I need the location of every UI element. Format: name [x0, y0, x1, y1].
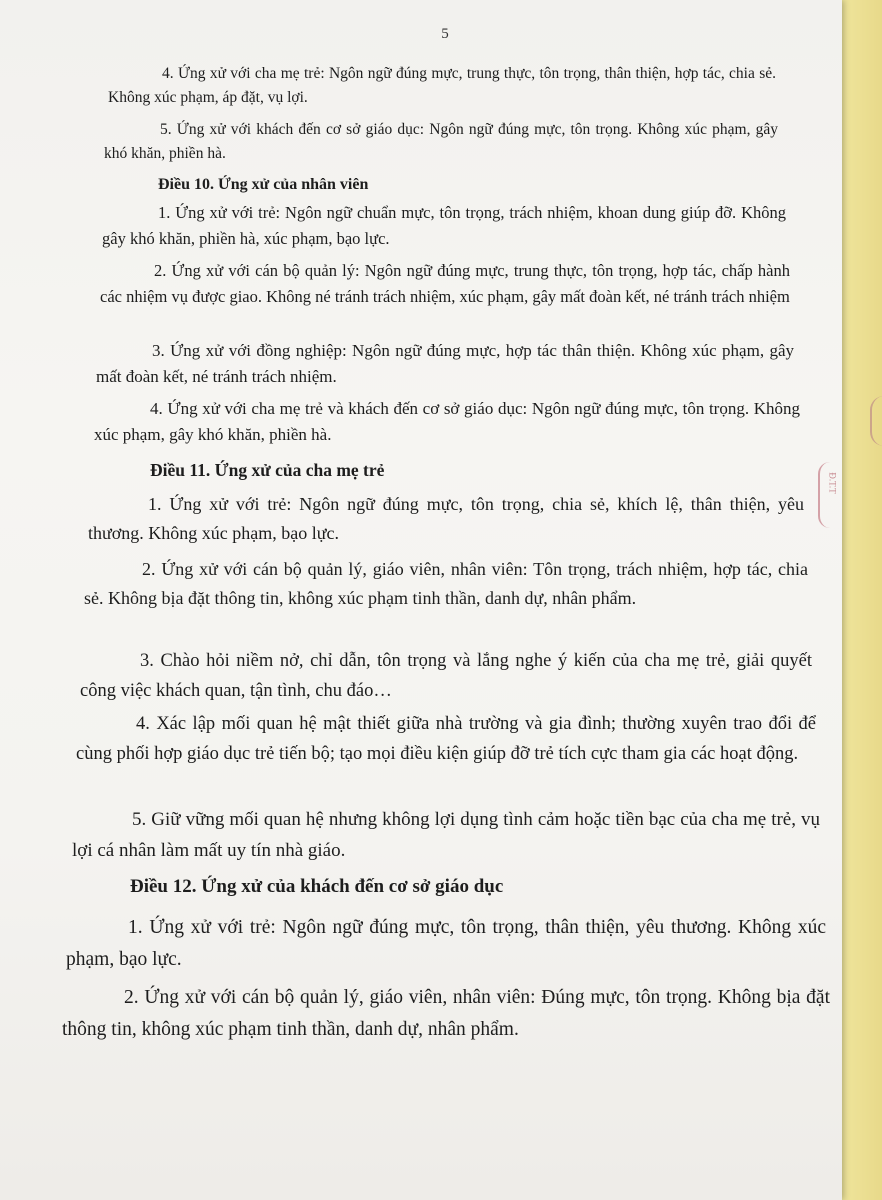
page-number: 5 — [441, 26, 449, 42]
paragraph-cmt-5: 5. Giữ vững mối quan hệ nhưng không lợi dụng tình cảm hoặc tiền bạc của cha mẹ trẻ, vụ lợi cá nhân làm mất uy tín nhà giáo. — [72, 809, 820, 861]
heading-dieu-11: Điều 11. Ứng xử của cha mẹ trẻ — [150, 460, 385, 480]
paragraph-4-cha-me: 4. Ứng xử với cha mẹ trẻ: Ngôn ngữ đúng mực, trung thực, tôn trọng, thân thiện, hợp tác, chia sẻ. Không xúc phạm, áp đặt, vụ lợi. — [108, 65, 776, 107]
paragraph-cmt-2: 2. Ứng xử với cán bộ quản lý, giáo viên, nhân viên: Tôn trọng, trách nhiệm, hợp tác, chia sẻ. Không bịa đặt thông tin, không xúc phạm tinh thần, danh dự, nhân phẩm. — [84, 559, 808, 609]
paragraph-5-khach: 5. Ứng xử với khách đến cơ sở giáo dục: Ngôn ngữ đúng mực, tôn trọng. Không xúc phạm, gây khó khăn, phiền hà. — [104, 121, 778, 163]
paragraph-nv-4: 4. Ứng xử với cha mẹ trẻ và khách đến cơ sở giáo dục: Ngôn ngữ đúng mực, tôn trọng. Không xúc phạm, gây khó khăn, phiền hà. — [94, 399, 800, 445]
paragraph-cmt-4: 4. Xác lập mối quan hệ mật thiết giữa nhà trường và gia đình; thường xuyên trao đổi để cùng phối hợp giáo dục trẻ tiến bộ; tạo mọi điều kiện giúp đỡ trẻ tích cực tham gia các hoạt động. — [76, 714, 816, 764]
paragraph-nv-3: 3. Ứng xử với đồng nghiệp: Ngôn ngữ đúng mực, hợp tác thân thiện. Không xúc phạm, gây mất đoàn kết, né tránh trách nhiệm. — [96, 341, 794, 387]
heading-dieu-10: Điều 10. Ứng xử của nhân viên — [158, 176, 369, 193]
paragraph-khach-1: 1. Ứng xử với trẻ: Ngôn ngữ đúng mực, tôn trọng, thân thiện, yêu thương. Không xúc phạm, bạo lực. — [66, 917, 826, 970]
paragraph-nv-1: 1. Ứng xử với trẻ: Ngôn ngữ chuẩn mực, tôn trọng, trách nhiệm, khoan dung giúp đỡ. Không gây khó khăn, phiền hà, xúc phạm, bạo lực. — [102, 203, 786, 248]
paragraph-khach-2: 2. Ứng xử với cán bộ quản lý, giáo viên, nhân viên: Đúng mực, tôn trọng. Không bịa đặt thông tin, không xúc phạm tinh thần, danh dự, nhân phẩm. — [62, 987, 830, 1040]
paragraph-cmt-3: 3. Chào hỏi niềm nở, chỉ dẫn, tôn trọng và lắng nghe ý kiến của cha mẹ trẻ, giải quyết công việc khách quan, tận tình, chu đáo… — [80, 651, 812, 701]
margin-stamp-text: Đ.T.T — [827, 472, 838, 494]
edge-stamp-mark — [870, 396, 882, 446]
paragraph-cmt-1: 1. Ứng xử với trẻ: Ngôn ngữ đúng mực, tôn trọng, chia sẻ, khích lệ, thân thiện, yêu thương. Không xúc phạm, bạo lực. — [88, 494, 804, 544]
margin-stamp — [818, 462, 840, 528]
paragraph-nv-2: 2. Ứng xử với cán bộ quản lý: Ngôn ngữ đúng mực, trung thực, tôn trọng, hợp tác, chấp hành các nhiệm vụ được giao. Không né tránh trách nhiệm, xúc phạm, gây mất đoàn kết, né tránh trách nhiệm — [100, 261, 790, 306]
heading-dieu-12: Điều 12. Ứng xử của khách đến cơ sở giáo dục — [130, 876, 504, 897]
